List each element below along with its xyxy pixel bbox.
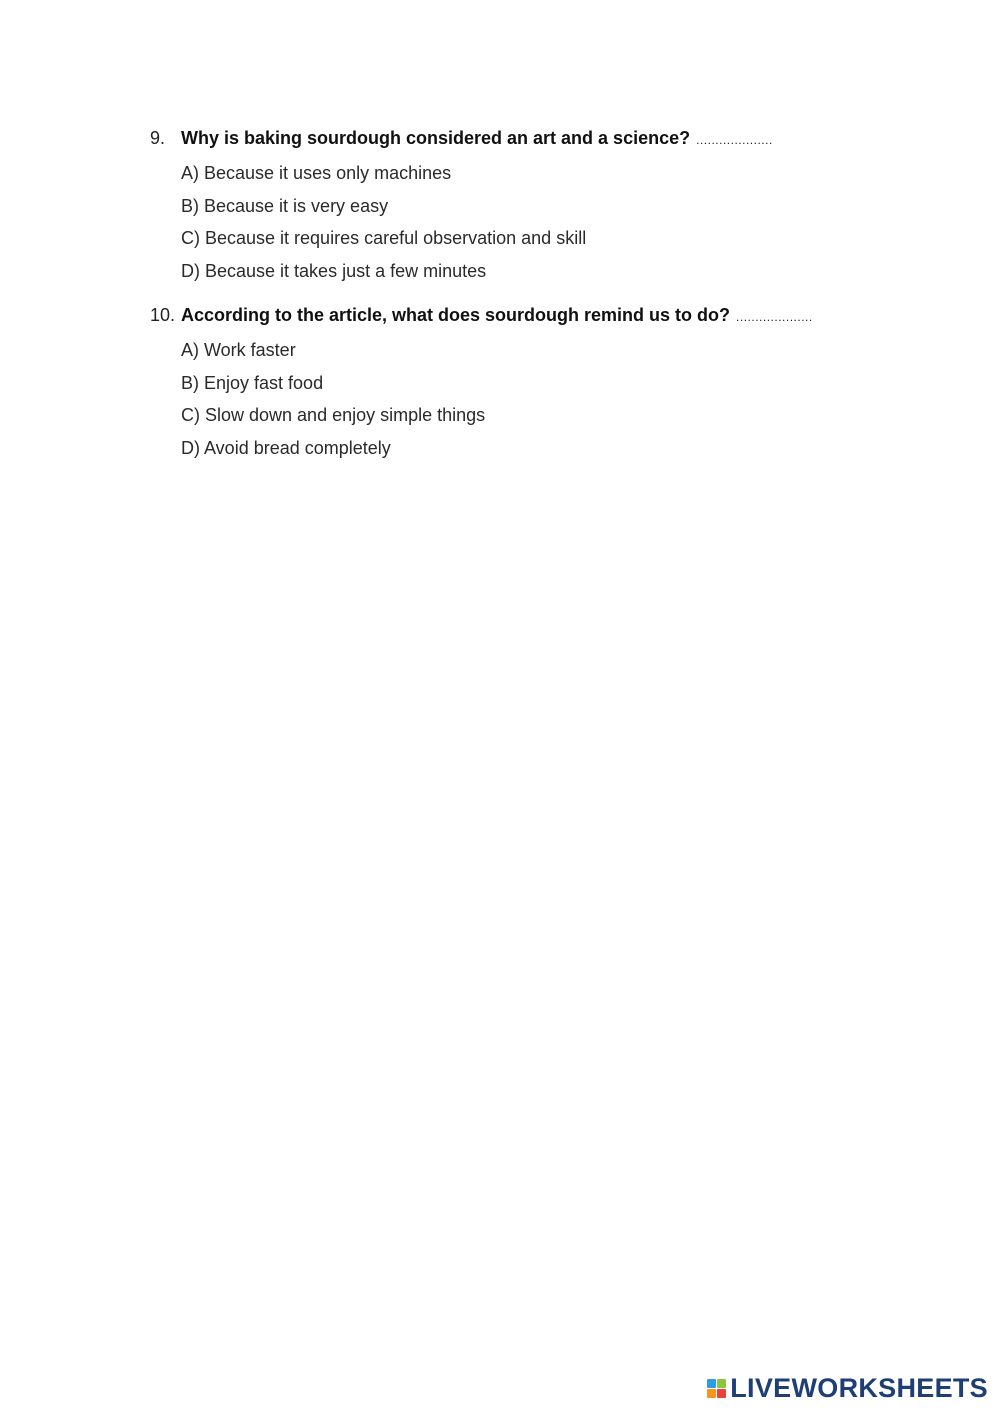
option-d: D) Because it takes just a few minutes bbox=[181, 261, 487, 282]
option-d: D) Avoid bread completely bbox=[181, 438, 391, 459]
option-c: C) Slow down and enjoy simple things bbox=[181, 405, 486, 426]
question-10 bbox=[150, 301, 910, 467]
question-text: Why is baking sourdough considered an art and a science? bbox=[181, 128, 691, 148]
options-list bbox=[181, 336, 910, 462]
option-b: B) Because it is very easy bbox=[181, 195, 389, 216]
logo-text: LIVEWORKSHEETS bbox=[730, 1372, 988, 1403]
logo-square bbox=[717, 1389, 726, 1398]
liveworksheets-logo-icon bbox=[707, 1379, 726, 1398]
question-number: 10. bbox=[150, 305, 176, 325]
answer-blank[interactable]: .................... bbox=[736, 310, 813, 324]
answer-blank[interactable]: .................... bbox=[696, 133, 773, 147]
option-b: B) Enjoy fast food bbox=[181, 372, 324, 393]
question-number: 9. bbox=[150, 128, 166, 148]
question-9-line bbox=[150, 124, 910, 154]
logo-square bbox=[707, 1389, 716, 1398]
logo-square bbox=[707, 1379, 716, 1388]
option-c: C) Because it requires careful observation and skill bbox=[181, 228, 587, 249]
option-a: A) Because it uses only machines bbox=[181, 163, 452, 183]
question-text: According to the article, what does sourdough remind us to do? bbox=[181, 305, 731, 325]
logo-square bbox=[717, 1379, 726, 1388]
liveworksheets-logo bbox=[707, 1370, 988, 1406]
question-9 bbox=[150, 124, 910, 290]
option-a: A) Work faster bbox=[181, 340, 296, 360]
question-10-line bbox=[150, 301, 910, 331]
options-list bbox=[181, 159, 910, 285]
